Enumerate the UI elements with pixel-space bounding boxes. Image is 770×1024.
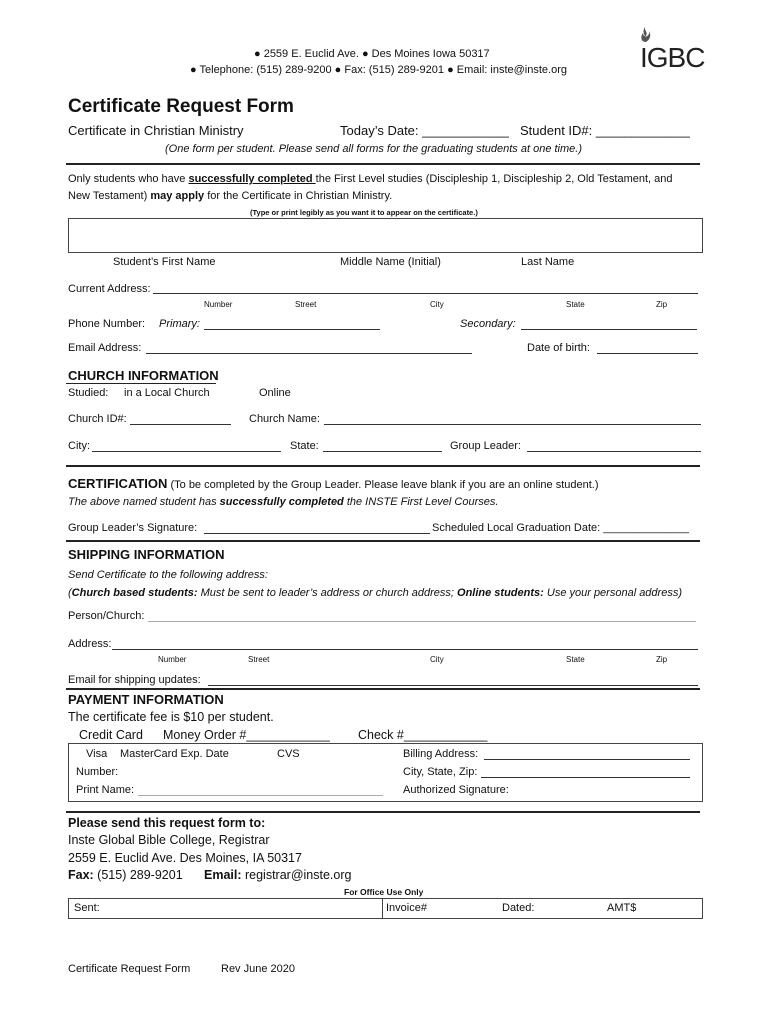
header-contact: ● Telephone: (515) 289-9200 ● Fax: (515) 289-9201 ● Email: inste@inste.org: [190, 64, 567, 76]
logo-text: IGBC: [640, 42, 705, 73]
billing-address-input[interactable]: [484, 759, 690, 760]
person-church-input[interactable]: [148, 621, 696, 622]
last-name-label: Last Name: [521, 256, 575, 268]
office-divider: [382, 898, 383, 918]
office-use-heading: For Office Use Only: [344, 887, 424, 897]
payment-heading: PAYMENT INFORMATION: [68, 692, 224, 707]
signature-input[interactable]: [204, 533, 430, 534]
church-id-label: Church ID#:: [68, 413, 127, 425]
student-name-box[interactable]: [68, 218, 703, 253]
certificate-type: Certificate in Christian Ministry: [68, 123, 244, 138]
billing-address-label: Billing Address:: [403, 748, 479, 760]
shipping-email-label: Email for shipping updates:: [68, 674, 201, 686]
group-leader-label: Group Leader:: [450, 440, 521, 452]
certification-statement: The above named student has successfully completed the INSTE First Level Courses.: [68, 496, 499, 508]
igbc-logo: [638, 24, 718, 72]
shipping-address-input[interactable]: [112, 649, 698, 650]
cert-divider: [66, 540, 700, 542]
print-note: (Type or print legibly as you want it to appear on the certificate.): [250, 208, 478, 217]
certification-heading-line: CERTIFICATION (To be completed by the Group Leader. Please leave blank if you are an online student.): [68, 476, 599, 491]
shipping-divider: [66, 688, 700, 690]
middle-name-label: Middle Name (Initial): [340, 256, 441, 268]
print-name-input[interactable]: [138, 795, 383, 796]
primary-phone-input[interactable]: [204, 329, 380, 330]
addr-number: Number: [204, 300, 233, 309]
studied-label: Studied:: [68, 387, 109, 399]
shipping-address-label: Address:: [68, 638, 112, 650]
addr-zip: Zip: [656, 300, 668, 309]
city-state-zip-input[interactable]: [481, 777, 690, 778]
send-line-1: Inste Global Bible College, Registrar: [68, 833, 270, 847]
secondary-phone-input[interactable]: [521, 329, 697, 330]
divider: [66, 163, 700, 165]
church-state-label: State:: [290, 440, 319, 452]
secondary-label: Secondary:: [460, 318, 516, 330]
addr-city: City: [430, 300, 444, 309]
credit-card-option[interactable]: Credit Card: [79, 728, 143, 742]
current-address-label: Current Address:: [68, 283, 151, 295]
print-name-label: Print Name:: [76, 784, 135, 796]
send-email[interactable]: Email: registrar@inste.org: [204, 868, 352, 882]
church-state-input[interactable]: [323, 451, 442, 452]
signature-label: Group Leader’s Signature:: [68, 522, 198, 534]
ship-state: State: [566, 655, 585, 664]
student-id-label: Student ID#: _____________: [520, 123, 690, 138]
church-city-input[interactable]: [92, 451, 281, 452]
current-address-input[interactable]: [153, 293, 698, 294]
first-name-label: Student’s First Name: [113, 256, 216, 268]
mastercard-exp-label[interactable]: MasterCard Exp. Date: [120, 748, 229, 760]
shipping-heading: SHIPPING INFORMATION: [68, 547, 225, 562]
church-name-label: Church Name:: [249, 413, 320, 425]
send-form-heading: Please send this request form to:: [68, 816, 266, 830]
dob-input[interactable]: [597, 353, 698, 354]
fee-text: The certificate fee is $10 per student.: [68, 710, 274, 724]
addr-state: State: [566, 300, 585, 309]
graduation-date-label: Scheduled Local Graduation Date: ______________: [432, 522, 689, 534]
footer-rev: Rev June 2020: [221, 963, 295, 975]
online-option[interactable]: Online: [259, 387, 291, 399]
todays-date-label: Today’s Date: ____________: [340, 123, 509, 138]
header-address: ● 2559 E. Euclid Ave. ● Des Moines Iowa 50317: [254, 48, 490, 60]
visa-option[interactable]: Visa: [86, 748, 108, 760]
intro-line-1: Only students who have successfully completed the First Level studies (Discipleship 1, Discipleship 2, Old Testament, and: [68, 173, 673, 185]
ship-number: Number: [158, 655, 187, 664]
email-input[interactable]: [146, 353, 472, 354]
city-state-zip-label: City, State, Zip:: [403, 766, 478, 778]
ship-zip: Zip: [656, 655, 668, 664]
shipping-email-input[interactable]: [208, 685, 698, 686]
send-contact: Fax: (515) 289-9201: [68, 868, 183, 882]
dated-label: Dated:: [502, 902, 535, 914]
cvs-label: CVS: [277, 748, 300, 760]
ship-city: City: [430, 655, 444, 664]
footer-form-name: Certificate Request Form: [68, 963, 191, 975]
church-heading: CHURCH INFORMATION: [68, 368, 219, 383]
church-bottom-divider: [66, 465, 700, 467]
intro-line-2: New Testament) may apply for the Certificate in Christian Ministry.: [68, 190, 393, 202]
person-church-label: Person/Church:: [68, 610, 145, 622]
money-order-option[interactable]: Money Order #____________: [163, 728, 330, 742]
sent-label: Sent:: [74, 902, 100, 914]
check-option[interactable]: Check #____________: [358, 728, 488, 742]
phone-number-label: Phone Number:: [68, 318, 146, 330]
payment-divider: [66, 811, 700, 813]
local-church-option[interactable]: in a Local Church: [124, 387, 210, 399]
amt-label: AMT$: [607, 902, 637, 914]
authorized-signature-label: Authorized Signature:: [403, 784, 509, 796]
dob-label: Date of birth:: [527, 342, 590, 354]
church-id-input[interactable]: [130, 424, 231, 425]
page-title: Certificate Request Form: [68, 96, 294, 117]
email-label: Email Address:: [68, 342, 142, 354]
card-number-label: Number:: [76, 766, 119, 778]
send-line-2: 2559 E. Euclid Ave. Des Moines, IA 50317: [68, 851, 302, 865]
one-form-note: (One form per student. Please send all forms for the graduating students at one time.): [165, 143, 582, 155]
shipping-instructions: (Church based students: Must be sent to leader’s address or church address; Online students: Use your personal address): [68, 587, 682, 599]
ship-street: Street: [248, 655, 270, 664]
addr-street: Street: [295, 300, 317, 309]
church-divider: [66, 383, 216, 384]
group-leader-input[interactable]: [527, 451, 701, 452]
church-city-label: City:: [68, 440, 90, 452]
church-name-input[interactable]: [324, 424, 701, 425]
send-to-note: Send Certificate to the following address:: [68, 569, 268, 581]
invoice-label: Invoice#: [386, 902, 427, 914]
primary-label: Primary:: [159, 318, 200, 330]
